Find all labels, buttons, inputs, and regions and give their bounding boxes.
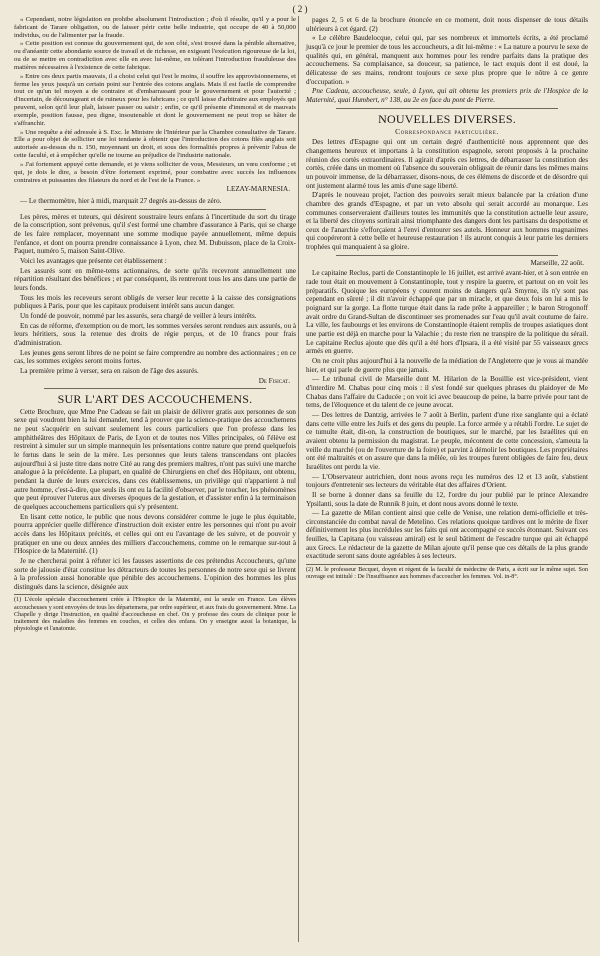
dateline: Marseille, 22 août. [530, 258, 584, 267]
right-column [306, 16, 588, 582]
paragraph: » Une requête a été adressée à S. Exc. le Ministre de l'Intérieur par la Chambre consultative de Tarare. Elle a pour objet de solliciter une loi tendante à obtenir que l'introduction des cotons filés anglais soit autorisée au-dessus du n. 150, moyennant un droit, et sous des formalités propres à prévenir l'abus de cette faculté, et à empêcher qu'elle ne tourne au préjudice de l'industrie nationale. [14, 128, 296, 160]
paragraph: En cas de réforme, d'exemption ou de mort, les sommes versées seront rendues aux assurés, ou à leurs héritiers, sous la retenue des droits de régie perçus, et de 10 francs pour frais d'administration. [14, 321, 296, 347]
paragraph: La première prime à verser, sera en raison de l'âge des assurés. [20, 366, 199, 375]
divider [44, 388, 266, 389]
tarare-letter [14, 16, 296, 184]
paragraph: — La gazette de Milan contient ainsi que celle de Venise, une relation demi-officielle et très-circonstanciée du combat naval de Metelino. Ces relations quoique tardives ont le mérite de fixer définitivement les plus incrédules sur les faits qui ont accompagné ce succès étonnant. Suivant ces feuilles, la Capitana (ou vaisseau amiral) est le seul bâtiment de l'escadre turque qui ait échappé aux Grecs. Le rédacteur de la gazette de Milan ajoute qu'il pense que ces détails de la plus grande exactitude seront sans doute agréables à ses lecteurs. [306, 509, 588, 561]
paragraph: Le capitaine Reclus, parti de Constantinople le 16 juillet, est arrivé avant-hier, et à son entrée en rade tout était en mouvement à Constantinople, tout y respire la guerre, et partout on en voit les préparatifs. Quoique les européens y courent moins de dangers qu'à Smyrne, ils n'y sont pas cependant en sûreté ; il dit n'avoir échappé que par un miracle, et que deux fois on lui a mis le poignard sur la gorge. La flotte turque était dans la rade prête à appareiller ; le baron Strogonoff avait ordre du Grand-Sultan de discontinuer ses promenades sur l'eau qu'il avait coutume de faire. La ville, les faubourgs et les environs de Constantinople étaient remplis de troupes asiatiques dont une partie est déjà en marche pour la Valachie ; du reste rien ne transpire de la politique du sérail. Le capitaine Reclus ajoute que dès qu'il a été hors d'Ipsara, il a été visité par 55 vaisseaux grecs armés en guerre. [306, 269, 588, 356]
paragraph: pages 2, 5 et 6 de la brochure énoncée en ce moment, doit nous dispenser de tous détails ultérieurs à cet égard. (2) [306, 16, 588, 33]
paragraph: Les pères, mères et tuteurs, qui désirent soustraire leurs enfans à l'incertitude du sort du tirage de la conscription, sont prévenus, qu'il s'est formé une chambre d'assurance à Paris, qui se charge de les faire remplacer, moyennant une somme modique payée annuellement, même depuis l'enfance, et dont on pourra prendre connaissance à Lyon, chez M. Dubuisson, place de la Croix-Paquet, numéro 5, maison Saint-Olive. [14, 212, 296, 256]
paragraph: On ne croit plus aujourd'hui à la nouvelle de la médiation de l'Angleterre que je vous ai mandée hier, et qui parle de guerre plus que jamais. [306, 357, 588, 374]
paragraph: Tous les mois les receveurs seront obligés de verser leur recette à la caisse des consignations publiques à Paris, pour que les capitaux produisent intérêt sans aucun danger. [14, 293, 296, 311]
footnote-text: (1) L'école spéciale d'accouchement créée à l'Hospice de la Maternité, est la seule en France. Les élèves accoucheuses y sont envoyées de tous les départemens, par ordre supérieur, et aux frais du gouvernement. Mme. La Chapelle y dirige l'instruction, en qualité d'accoucheuse en chef. On y professe des cours de clinique pour le traitement des maladies des femmes en couches, et celles des enfans. On y enseigne aussi la botanique, la physiologie et l'anatomie. [14, 597, 296, 632]
paragraph: » J'ai fortement appuyé cette demande, et je viens solliciter de vous, Messieurs, un vœu conforme ; et qui, je dois le dire, a besoin d'être fortement exprimé, pour combattre avec succès les influences contraires et puissantes des filateurs du nord et de l'est de la France. » [14, 160, 296, 184]
paragraph: D'après le nouveau projet, l'action des pouvoirs serait mieux balancée par la création d'une chambre des grands d'Espagne, et par un veto absolu qui serait accordé au monarque. Les communes conserveraient d'ailleurs toutes les immunités que la constitution actuelle leur assure, et la liberté des citoyens sortirait ainsi triomphante des dangers dont les partisans du despotisme et ceux de l'anarchie s'efforçaient à l'envi d'entourer ses autels. Honneur aux hommes magnanimes qui coopéreront à cette belle et heureuse restauration ! ils auront conquis à leur patrie les derniers trophées qui manquaient à sa gloire. [306, 191, 588, 252]
paragraph: » Entre ces deux partis mauvais, il a choisi celui qui l'est le moins, il souffre les approvisionnemens, et ferme les yeux jusqu'à un certain point sur l'entrée des cotons anglais. Mais il est facile de comprendre tout ce qu'un tel moyen a de contraire et d'embarrassant pour le gouvernement et pour l'autorité ; d'incertain, de décourageant et de ruineux pour les fabricans ; ce qu'il laisse d'arbitraire aux employés qui peuvent, selon qu'il leur plaît, laisser passer ou saisir ; enfin, ce qu'il présente d'immoral et de mauvais exemple, position fausse, peu digne, insoutenable et dont le gouvernement ne peut trop se hâter de s'affranchir. [14, 72, 296, 127]
paragraph: Cette Brochure, que Mme Pne Cadeau se fait un plaisir de délivrer gratis aux personnes de son sexe qui voudront bien la lui demander, tend à prouver que la science-pratique des accouchemens ne peut s'acquérir en suivant seulement les cours particuliers que l'on professe dans les amphithéâtres des Hôpitaux de Paris, de Lyon et de toutes nos Villes principales, où l'élève est restreint à simuler sur un simple mannequin les présentations contre nature que prend quelquefois le fœtus dans le sein de la mère. Les personnes que leurs talens transcendans ont placées aujourd'hui à si juste titre dans notre Cité au rang des premiers maîtres, n'ont pas suivi une marche analogue à la précédente. La plupart, en qualité de Chirurgiens en chef des Hôpitaux, ont obtenu, pendant la durée de leurs exercices, dans ces établissemens, un privilège qui n'appartient à nul autre homme, c'est-à-dire, que seuls ils ont eu la facilité d'observer, par le toucher, les phénomènes que peut éprouver l'uterus aux diverses époques de la gestation, et d'assister enfin à la terminaison de quelques accouchemens particuliers qui s'y présentent. [14, 407, 296, 511]
footnote-1 [14, 594, 296, 632]
column-rule [298, 16, 299, 942]
paragraph: « Le célèbre Baudelocque, celui qui, par ses nombreux et immortels écrits, a été proclamé jusqu'à ce jour le premier de tous les accoucheurs, a dit lui-même : « La nature a pourvu le sexe de qualités qui, en général, manquent aux hommes pour les rendre parfaits dans la pratique des accouchemens. Sa complaisance, sa douceur, sa patience, le tact exquis dont il est doué, la délicatesse de ses mains, rendront toujours ce sexe plus propre que le nôtre à ce genre d'occupation. » [306, 34, 588, 86]
footnote-2 [306, 564, 588, 581]
page-number: ( 2 ) [292, 4, 308, 14]
footnote-text: (2) M. le professeur Becquet, doyen et régent de la faculté de médecine de Paris, a écrit sur le même sujet. Son ouvrage est intitulé : De l'insuffisance aux hommes d'accoucher les femmes. Vol. in-8°. [306, 567, 588, 581]
paragraph: Les jeunes gens seront libres de ne point se faire comprendre au nombre des actionnaires ; en ce cas, les sommes exigées seront moins fortes. [14, 348, 296, 366]
thermometer-note: — Le thermomètre, hier à midi, marquait 27 degrés au-dessus de zéro. [20, 197, 222, 206]
divider [44, 209, 266, 210]
signature-fisicat: De Fisicat. [258, 376, 290, 385]
paragraph: En lisant cette notice, le public que nous devons considérer comme le juge le plus équitable, pourra apprécier quelle différence d'instruction doit exister entre les personnes qui n'ont pu avoir accès dans les Hôpitaux précités, et celles qui ont eu l'avantage de les suivre, et de pouvoir y pratiquer en une ou deux années des milliers d'accouchemens, comme on le remarque sur-tout à l'Hospice de la Maternité. (1) [14, 512, 296, 556]
signature-cadeau: Pne Cadeau, accoucheuse, seule, à Lyon, qui ait obtenu les premiers prix de l'Hospice de la Maternité, quai Humbert, n° 138, au 2e en face du pont de Pierre. [306, 87, 588, 104]
news-title: NOUVELLES DIVERSES. [378, 111, 516, 126]
paragraph: — Le tribunal civil de Marseille dont M. Hilarion de la Bouillie est vice-président, vient d'interdire M. Chabas pour cinq mois : il s'est fondé sur quelques phrases du plaidoyer de Me Chabas dans l'affaire du Caducée ; on voit ici avec beaucoup de peine, la barre privée pour tant de tems, de l'éloquence et du talent de ce jeune avocat. [306, 375, 588, 410]
paragraph: Voici les avantages que présente cet établissement : [20, 256, 167, 265]
paragraph: « Cependant, notre législation en prohibe absolument l'introduction ; d'où il résulte, qu'il y a pour le fabricant de Tarare obligation, ou de laisser périr cette belle industrie, qui occupe de 40 à 50,000 individus, ou de l'alimenter par la fraude. [14, 16, 296, 39]
news-subtitle: Correspondance particulière. [395, 127, 499, 137]
left-column [14, 16, 296, 634]
divider [336, 255, 558, 256]
paragraph: Il se borne à donner dans sa feuille du 12, l'ordre du jour publié par le prince Alexandre Ypsilanti, sous la date de Runnik 8 juin, et dont nous avons donné le texte. [306, 490, 588, 508]
paragraph: — L'Observateur autrichien, dont nous avons reçu les numéros des 12 et 13 août, s'abstient toujours d'entretenir ses lecteurs du véritable état des affaires d'Orient. [306, 472, 588, 490]
article-title: SUR L'ART DES ACCOUCHEMENS. [57, 392, 253, 407]
paragraph: Un fondé de pouvoir, nommé par les assurés, sera chargé de veiller à leurs intérêts. [20, 311, 257, 320]
divider [336, 108, 558, 109]
paragraph: Les assurés sont en même-tems actionnaires, de sorte qu'ils recevront annuellement une répartition résultant des bénéfices ; et par conséquent, ils rentreront tous les ans dans une partie de leurs fonds. [14, 266, 296, 292]
signature-lezay: LEZAY-MARNESIA. [226, 185, 290, 194]
paragraph: Des lettres d'Espagne qui ont un certain degré d'authenticité nous apprennent que des changemens heureux et importans à la constitution espagnole, seront proposés à la prochaine réunion des cortès extraordinaires. Il agirait d'après ces lettres, de débarrasser la constitution des cortès, créée dans un moment où l'absence du souverain obligeait de réunir dans les mêmes mains un pouvoir immense, de la débarrasser, disons-nous, de ces élémens de discorde et de désordre qui ont justement alarmé tous les amis d'une sage liberté. [306, 138, 588, 190]
paragraph: Je ne chercherai point à réfuter ici les fausses assertions de ces prétendus Accoucheurs, qu'une sorte de jalousie d'état constitue les détracteurs de toutes les personnes de notre sexe qui se livrent à la profession aussi honorable que pénible des accouchemens. L'opinion des hommes les plus distingués dans la science, désignée aux [14, 556, 296, 591]
paragraph: — Des lettres de Dantzig, arrivées le 7 août à Berlin, parlent d'une rixe sanglante qui a éclaté dans cette ville entre les Juifs et des gens du peuple. La force armée y a rétabli l'ordre. Le sujet de ce tumulte était, dit-on, la construction de boutiques, sur le marché, par les Israélites qui en avaient obtenu la permission du magistrat. Le peuple, mécontent de cette concession, s'ameuta la veille du marché (ou de l'ouverture de la foire) et parvint à démolir les boutiques. Les propriétaires ont été maltraités et on assure que dans la mêlée, où les troupes furent obligées de faire feu, deux Israélites ont perdu la vie. [306, 410, 588, 471]
paragraph: » Cette position est connue du gouvernement qui, de son côté, s'est trouvé dans la pénible alternative, ou d'anéantir cette abondante source de travail et de richesse, en exigeant l'exécution rigoureuse de la loi, ou de se mettre en contradiction avec elle en avec lui-même, en tolérant l'introduction frauduleuse des matières nécessaires à l'existence de cette fabrique. [14, 40, 296, 71]
